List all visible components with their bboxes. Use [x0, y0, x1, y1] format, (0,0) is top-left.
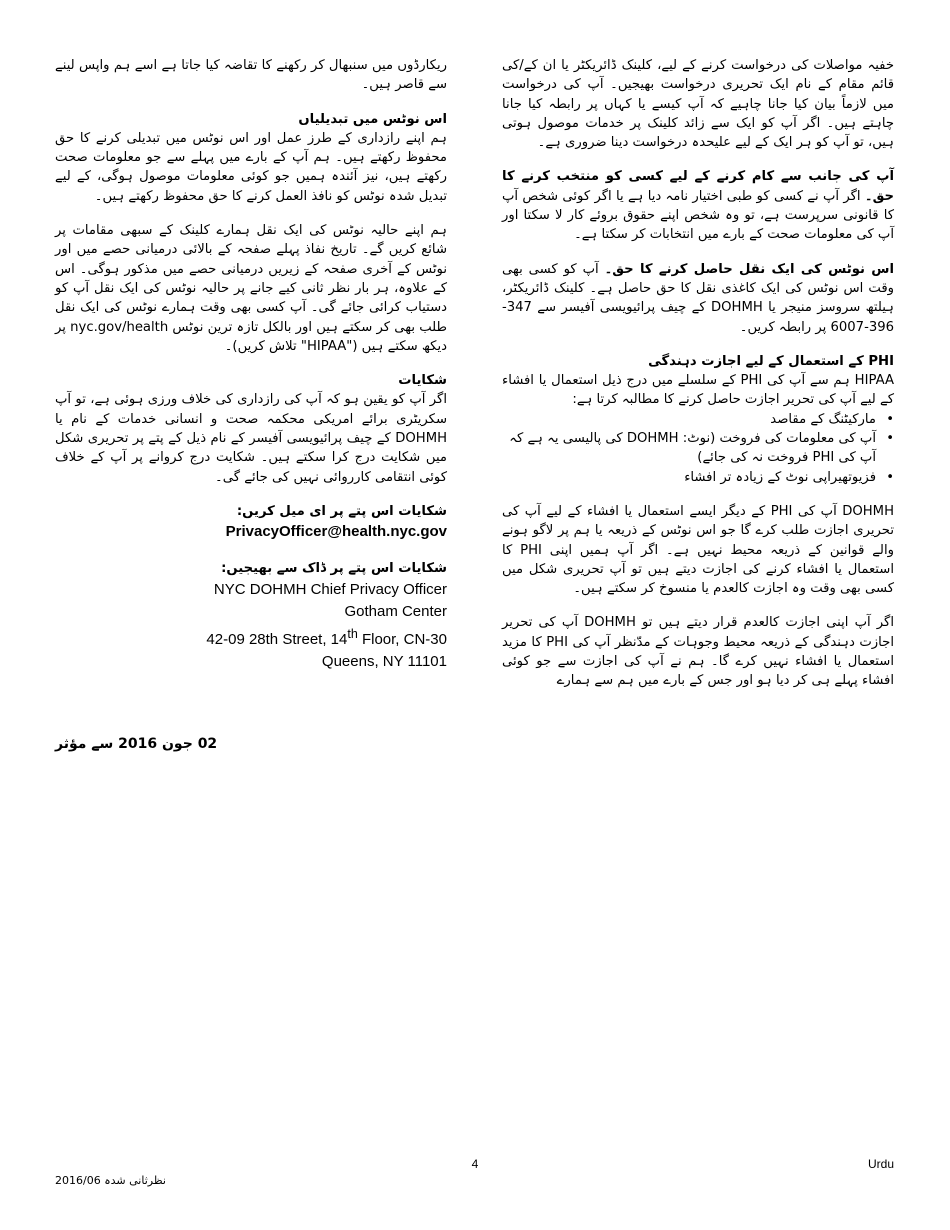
effective-date: 02 جون 2016 سے مؤثر	[55, 736, 218, 752]
right-to-copy-text: آپ کو کسی بھی وقت اس نوٹس کی ایک کاغذی نقل کا حق حاصل ہے۔ کلینک ڈائریکٹر، ہیلتھ سروسز منیجر یا DOHMH کے چیف پرائیویسی آفیسر سے 347-396-6007 پر رابطہ کریں۔	[502, 261, 894, 335]
paragraph-hipaa-authorization: HIPAA ہم سے آپ کی PHI کے سلسلے میں درج ذیل استعمال یا افشاء کے لیے آپ کی تحریر اجازت حاصل کرنے کا مطالبہ کرتا ہے:	[502, 373, 894, 408]
mail-complaints-block	[55, 559, 447, 672]
paragraph-changes: ہم اپنے رازداری کے طرز عمل اور اس نوٹس میں تبدیلی کرنے کا حق محفوظ رکھتے ہیں۔ ہم آپ کے بارے میں پہلے سے جو معلومات صحت رکھتے ہیں، نیز آئندہ ہمیں جو کوئی معلومات موصول ہوگی، کے لیے تبدیل شدہ نوٹس کو نافذ العمل کرنے کا حق محفوظ رکھتے ہیں۔	[55, 130, 447, 204]
paragraph-confidential-communications: خفیہ مواصلات کی درخواست کرنے کے لیے، کلینک ڈائریکٹر یا ان کے/کی قائم مقام کے نام ایک تحریری درخواست بھیجیں۔ آپ کی درخواست میں لازماً بیان کیا جانا چاہیے کہ آپ کیسے یا کہاں پر رابطہ کیا جانا چاہتے ہیں۔ اگر آپ کو ایک سے زائد کلینک پر خدمات موصول ہوتی ہیں، تو آپ کو ہر ایک کے لیے علیحدہ درخواست دینا ضروری ہے۔	[502, 58, 894, 151]
page-number: 4	[471, 1157, 479, 1171]
list-item: • مارکیٹنگ کے مقاصد	[502, 410, 876, 429]
authorization-heading: PHI کے استعمال کے لیے اجازت دہندگی	[648, 353, 894, 369]
paragraph-current-notice: ہم اپنے حالیہ نوٹس کی ایک نقل ہمارے کلینک کے سبھی مقامات پر شائع کریں گے۔ تاریخ نفاذ پہلے صفحہ کے بالائی درمیانی حصے میں اور نوٹس کے آخری صفحہ کے زیریں درمیانی حصے میں مذکور ہوگی۔ اس کے علاوہ، ہر بار نظر ثانی کیے جانے پر حالیہ نوٹس کی ایک نقل آپ کو دستیاب کرائی جائے گی۔ آپ کسی بھی وقت ہمارے نوٹس کی ایک نقل طلب بھی کر سکتے ہیں اور بالکل تازہ ترین نوٹس nyc.gov/health پر دیکھ سکتے ہیں ("HIPAA" تلاش کریں)۔	[55, 223, 448, 354]
paragraph-revoke-authorization: اگر آپ اپنی اجازت کالعدم قرار دیتے ہیں تو DOHMH آپ کی تحریر اجازت دہندگی کے ذریعہ محیط وجوہات کے مدّنظر آپ کی PHI کا مزید استعمال یا افشاء نہیں کرے گا۔ ہم نے آپ کی اجازت سے جو کوئی افشاء پہلے ہی کر دیا ہو اور جس کے بارے میں ہم سے ہمارے	[502, 615, 894, 689]
right-to-copy-title: اس نوٹس کی ایک نقل حاصل کرنے کا حق۔	[604, 261, 894, 277]
complaints-heading: شکایات	[398, 373, 447, 389]
address-line-4: Queens, NY 11101	[321, 652, 447, 670]
right-to-choose-representative-text: اگر آپ نے کسی کو طبی اختیار نامہ دیا ہے یا اگر کوئی شخص آپ کا قانونی سرپرست ہے، تو وہ شخص اپنے حقوق بروئے کار لا سکتا اور آپ کی معلومات صحت کے بارے میں انتخابات کر سکتا ہے۔	[502, 188, 894, 243]
address-line-2: Gotham Center	[344, 602, 447, 620]
paragraph-copy-of-notice	[502, 260, 894, 337]
address-floor: Floor, CN-30	[357, 630, 447, 648]
paragraph-records-continuation: ریکارڈوں میں سنبھال کر رکھنے کا تقاضہ کیا جاتا ہے اسے ہم واپس لینے سے قاصر ہیں۔	[55, 58, 447, 93]
mail-complaints-heading: شکایات اس پتے پر ڈاک سے بھیجیں:	[221, 561, 447, 577]
address-line-1: NYC DOHMH Chief Privacy Officer	[213, 580, 447, 598]
authorization-list	[502, 410, 894, 487]
language-label: Urdu	[867, 1157, 894, 1171]
paragraph-complaints: اگر آپ کو یقین ہو کہ آپ کی رازداری کی خلاف ورزی ہوئی ہے، تو آپ سکریٹری برائے امریکی محکمہ صحت و انسانی خدمات کے نام یا DOHMH کے چیف پرائیویسی آفیسر کے نام ذیل کے پتے پر تحریری شکل میں شکایت درج کرا سکتے ہیں۔ شکایت درج کروانے پر آپ کے خلاف کوئی انتقامی کارروائی نہیں کی جائے گی۔	[55, 392, 447, 485]
privacy-officer-email[interactable]: PrivacyOfficer@health.nyc.gov	[225, 523, 447, 541]
right-to-choose-representative-title: آپ کی جانب سے کام کرنے کے لیے کسی کو منتخب کرنے کا حق۔	[502, 169, 894, 204]
list-item: • آپ کی معلومات کی فروخت (نوٹ: DOHMH کی پالیسی یہ ہے کہ آپ کی PHI فروخت نہ کی جائے)	[502, 429, 876, 468]
paragraph-personal-representative	[502, 167, 894, 244]
changes-heading: اس نوٹس میں تبدیلیاں	[298, 111, 447, 127]
list-item: • فزیوتھیراپی نوٹ کے زیادہ تر افشاء	[502, 468, 876, 487]
address-floor-suffix: th	[347, 626, 358, 641]
right-column	[502, 56, 894, 691]
address-line-3	[55, 623, 447, 651]
address-street: 42-09 28th Street, 14	[206, 630, 348, 648]
left-column	[55, 56, 447, 689]
paragraph-other-uses: DOHMH آپ کی PHI کے دیگر ایسے استعمال یا افشاء کے لیے آپ کی تحریری اجازت طلب کرے گا جو اس نوٹس کے ذریعہ یا ہم پر لاگو ہونے والے قوانین کے ذریعہ محیط نہیں ہے۔ اگر آپ ہمیں اپنی PHI کا استعمال یا افشاء کرنے کی اجازت دیتے ہیں تو آپ تحریری شکل میں کسی بھی وقت وہ اجازت کالعدم یا منسوخ کر سکتے ہیں۔	[502, 503, 894, 597]
email-complaints-heading: شکایات اس پتے پر ای میل کریں:	[236, 503, 447, 519]
revision-date: نظرثانی شدہ 2016/06	[55, 1174, 166, 1187]
email-complaints-block	[55, 502, 447, 543]
